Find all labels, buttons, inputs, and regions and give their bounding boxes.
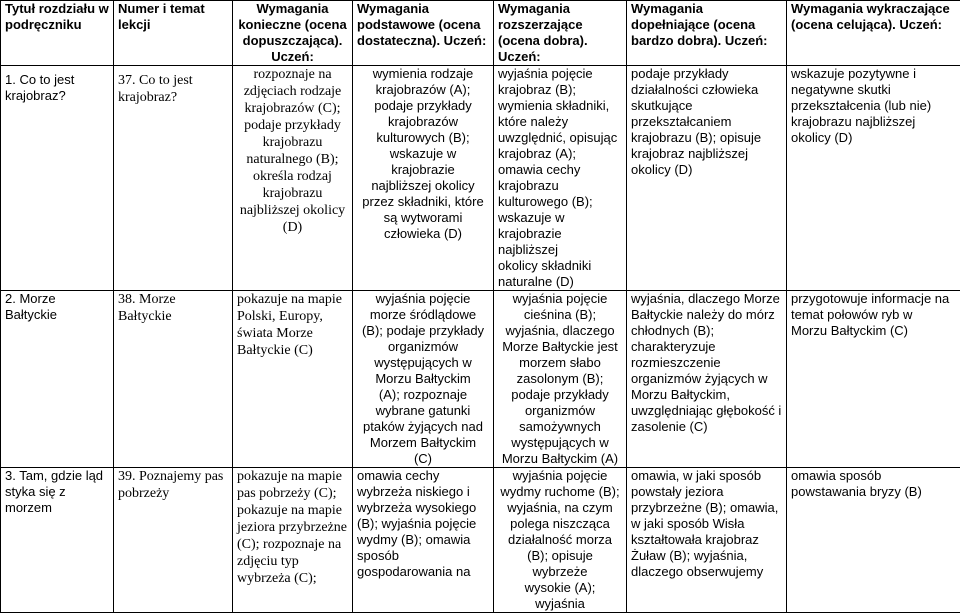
cell-text-line: wyjaśnia, na czym	[498, 500, 622, 516]
cell-text-line: krajobraz najbliższej	[631, 146, 782, 162]
cell-text-line: podaje przykłady	[631, 66, 782, 82]
header-konieczne: Wymagania konieczne (ocena dopuszczająca). Uczeń:	[233, 1, 353, 66]
cell-text-line: negatywne skutki	[791, 82, 956, 98]
cell-text-line: przez składniki, które	[357, 194, 489, 210]
dopelniajace-cell	[627, 66, 787, 291]
cell-text-line: morzem słabo	[498, 355, 622, 371]
cell-text-line: morze śródlądowe	[357, 307, 489, 323]
header-wykraczajace: Wymagania wykraczające (ocena celująca). Uczeń:	[787, 1, 960, 66]
cell-text-line: sposób	[357, 548, 489, 564]
chapter-title: 2. Morze Bałtyckie	[5, 291, 109, 323]
chapter-title: 1. Co to jest krajobraz?	[5, 72, 109, 104]
dopelniajace-cell	[627, 468, 787, 613]
lesson-title: 37. Co to jest krajobraz?	[118, 72, 228, 106]
cell-text-line: (B); opisuje wybrzeże	[498, 548, 622, 580]
cell-text-line: krajobrazów (A);	[357, 82, 489, 98]
cell-text-line: pokazuje na mapie	[237, 291, 348, 308]
cell-text-line: naturalne (D)	[498, 274, 622, 290]
cell-text-line: naturalnego (B);	[237, 151, 348, 168]
cell-text-line: podaje przykłady	[357, 98, 489, 114]
lesson-cell	[114, 468, 233, 613]
cell-text-line: omawia cechy	[357, 468, 489, 484]
cell-text-line: w jaki sposób Wisła	[631, 516, 782, 532]
cell-text-line: Morzu Bałtyckim	[357, 371, 489, 387]
cell-text-line: organizmów	[498, 403, 622, 419]
cell-text-line: (B); podaje przykłady	[357, 323, 489, 339]
cell-text-line: wyjaśnia pojęcie	[357, 291, 489, 307]
cell-text-line: przybrzeżne (B); omawia,	[631, 500, 782, 516]
cell-text-line: omawia sposób	[791, 468, 956, 484]
header-rozszerzajace: Wymagania rozszerzające (ocena dobra). Uczeń:	[494, 1, 627, 66]
cell-text-line: zdjęciach rodzaje	[237, 83, 348, 100]
cell-text-line: cieśnina (B);	[498, 307, 622, 323]
header-chapter: Tytuł rozdziału w podręczniku	[1, 1, 114, 66]
lesson-cell	[114, 291, 233, 468]
cell-text-line: Morze Bałtyckie jest	[498, 339, 622, 355]
cell-text-line: przygotowuje informacje na	[791, 291, 956, 307]
cell-text-line: jeziora przybrzeżne	[237, 519, 348, 536]
cell-text-line: Morzu Bałtyckim (C)	[791, 323, 956, 339]
cell-text-line: omawia cechy	[498, 162, 622, 178]
table-row	[1, 66, 960, 291]
cell-text-line: wyjaśnia pojęcie	[498, 291, 622, 307]
konieczne-cell	[233, 291, 353, 468]
cell-text-line: wskazuje w	[357, 146, 489, 162]
cell-text-line: Bałtyckie (C)	[237, 342, 348, 359]
cell-text-line: przekształcenia (lub nie)	[791, 98, 956, 114]
cell-text-line: uwzględniając głębokość i	[631, 403, 782, 419]
cell-text-line: Bałtyckie należy do mórz	[631, 307, 782, 323]
cell-text-line: kulturowych (B);	[357, 130, 489, 146]
cell-text-line: zasolenie (C)	[631, 419, 782, 435]
cell-text-line: okolicy (D)	[791, 130, 956, 146]
cell-text-line: krajobrazu najbliższej	[791, 114, 956, 130]
chapter-cell	[1, 468, 114, 613]
cell-text-line: wydmy ruchome (B);	[498, 484, 622, 500]
cell-text-line: samożywnych	[498, 419, 622, 435]
cell-text-line: występujących w	[498, 435, 622, 451]
cell-text-line: określa rodzaj	[237, 168, 348, 185]
konieczne-cell	[233, 66, 353, 291]
table-row	[1, 291, 960, 468]
header-dopelniajace: Wymagania dopełniające (ocena bardzo dobra). Uczeń:	[627, 1, 787, 66]
cell-text-line: wybrzeża (C);	[237, 570, 348, 587]
cell-text-line: Żuław (B); wyjaśnia,	[631, 548, 782, 564]
cell-text-line: wybrzeża wysokiego	[357, 500, 489, 516]
wykraczajace-cell	[787, 291, 960, 468]
cell-text-line: wyjaśnia, dlaczego	[498, 323, 622, 339]
cell-text-line: omawia, w jaki sposób	[631, 468, 782, 484]
cell-text-line: krajobrazów (C);	[237, 100, 348, 117]
cell-text-line: okolicy (D)	[631, 162, 782, 178]
cell-text-line: wydmy (B); omawia	[357, 532, 489, 548]
cell-text-line: wyjaśnia pojęcie	[498, 468, 622, 484]
cell-text-line: ptaków żyjących nad	[357, 419, 489, 435]
table-row	[1, 468, 960, 613]
cell-text-line: najbliższej okolicy	[357, 178, 489, 194]
cell-text-line: krajobrazu	[237, 185, 348, 202]
cell-text-line: są wytworami	[357, 210, 489, 226]
cell-text-line: powstały jeziora	[631, 484, 782, 500]
lesson-cell	[114, 66, 233, 291]
cell-text-line: chłodnych (B);	[631, 323, 782, 339]
cell-text-line: podaje przykłady	[498, 387, 622, 403]
cell-text-line: występujących w	[357, 355, 489, 371]
cell-text-line: okolicy składniki	[498, 258, 622, 274]
cell-text-line: wskazuje pozytywne i	[791, 66, 956, 82]
cell-text-line: wyjaśnia, dlaczego Morze	[631, 291, 782, 307]
cell-text-line: skutkujące	[631, 98, 782, 114]
cell-text-line: wyjaśnia pojęcie	[498, 66, 622, 82]
cell-text-line: wybrane gatunki	[357, 403, 489, 419]
cell-text-line: kształtowała krajobraz	[631, 532, 782, 548]
rozszerzajace-cell	[494, 66, 627, 291]
lesson-title: 38. Morze Bałtyckie	[118, 291, 228, 325]
konieczne-cell	[233, 468, 353, 613]
cell-text-line: krajobrazu (B); opisuje	[631, 130, 782, 146]
chapter-title: 3. Tam, gdzie ląd styka się z morzem	[5, 468, 109, 516]
cell-text-line: charakteryzuje	[631, 339, 782, 355]
cell-text-line: wymienia rodzaje	[357, 66, 489, 82]
cell-text-line: zdjęciu typ	[237, 553, 348, 570]
cell-text-line: Morzem Bałtyckim	[357, 435, 489, 451]
cell-text-line: krajobrazu	[237, 134, 348, 151]
cell-text-line: kulturowego (B);	[498, 194, 622, 210]
cell-text-line: zasolonym (B);	[498, 371, 622, 387]
cell-text-line: organizmów żyjących w	[631, 371, 782, 387]
cell-text-line: polega niszcząca	[498, 516, 622, 532]
chapter-cell	[1, 66, 114, 291]
cell-text-line: wysokie (A); wyjaśnia	[498, 580, 622, 612]
header-row	[1, 1, 960, 66]
cell-text-line: powstawania bryzy (B)	[791, 484, 956, 500]
podstawowe-cell	[353, 66, 494, 291]
cell-text-line: (D)	[237, 219, 348, 236]
cell-text-line: (C); rozpoznaje na	[237, 536, 348, 553]
cell-text-line: organizmów	[357, 339, 489, 355]
cell-text-line: krajobrazie	[357, 162, 489, 178]
cell-text-line: gospodarowania na	[357, 564, 489, 580]
podstawowe-cell	[353, 468, 494, 613]
cell-text-line: krajobrazu	[498, 178, 622, 194]
cell-text-line: wymienia składniki,	[498, 98, 622, 114]
cell-text-line: krajobraz (A);	[498, 146, 622, 162]
cell-text-line: wybrzeża niskiego i	[357, 484, 489, 500]
cell-text-line: Morzu Bałtyckim (A)	[498, 451, 622, 467]
rozszerzajace-cell	[494, 291, 627, 468]
cell-text-line: dlaczego obserwujemy	[631, 564, 782, 580]
cell-text-line: (C)	[357, 451, 489, 467]
rozszerzajace-cell	[494, 468, 627, 613]
cell-text-line: Morzu Bałtyckim,	[631, 387, 782, 403]
cell-text-line: (A); rozpoznaje	[357, 387, 489, 403]
cell-text-line: wskazuje w	[498, 210, 622, 226]
cell-text-line: które należy	[498, 114, 622, 130]
cell-text-line: krajobrazów	[357, 114, 489, 130]
cell-text-line: rozpoznaje na	[237, 66, 348, 83]
cell-text-line: pas pobrzeży (C);	[237, 485, 348, 502]
cell-text-line: człowieka (D)	[357, 226, 489, 242]
cell-text-line: krajobrazie najbliższej	[498, 226, 622, 258]
wykraczajace-cell	[787, 468, 960, 613]
cell-text-line: uwzględnić, opisując	[498, 130, 622, 146]
cell-text-line: działalności człowieka	[631, 82, 782, 98]
cell-text-line: (B); wyjaśnia pojęcie	[357, 516, 489, 532]
cell-text-line: rozmieszczenie	[631, 355, 782, 371]
cell-text-line: działalność morza	[498, 532, 622, 548]
lesson-title: 39. Poznajemy pas pobrzeży	[118, 468, 228, 502]
chapter-cell	[1, 291, 114, 468]
cell-text-line: przekształcaniem	[631, 114, 782, 130]
cell-text-line: temat połowów ryb w	[791, 307, 956, 323]
cell-text-line: pokazuje na mapie	[237, 502, 348, 519]
cell-text-line: pokazuje na mapie	[237, 468, 348, 485]
dopelniajace-cell	[627, 291, 787, 468]
cell-text-line: podaje przykłady	[237, 117, 348, 134]
cell-text-line: najbliższej okolicy	[237, 202, 348, 219]
cell-text-line: świata Morze	[237, 325, 348, 342]
cell-text-line: krajobraz (B);	[498, 82, 622, 98]
header-podstawowe: Wymagania podstawowe (ocena dostateczna). Uczeń:	[353, 1, 494, 66]
header-lesson: Numer i temat lekcji	[114, 1, 233, 66]
cell-text-line: Polski, Europy,	[237, 308, 348, 325]
podstawowe-cell	[353, 291, 494, 468]
wykraczajace-cell	[787, 66, 960, 291]
